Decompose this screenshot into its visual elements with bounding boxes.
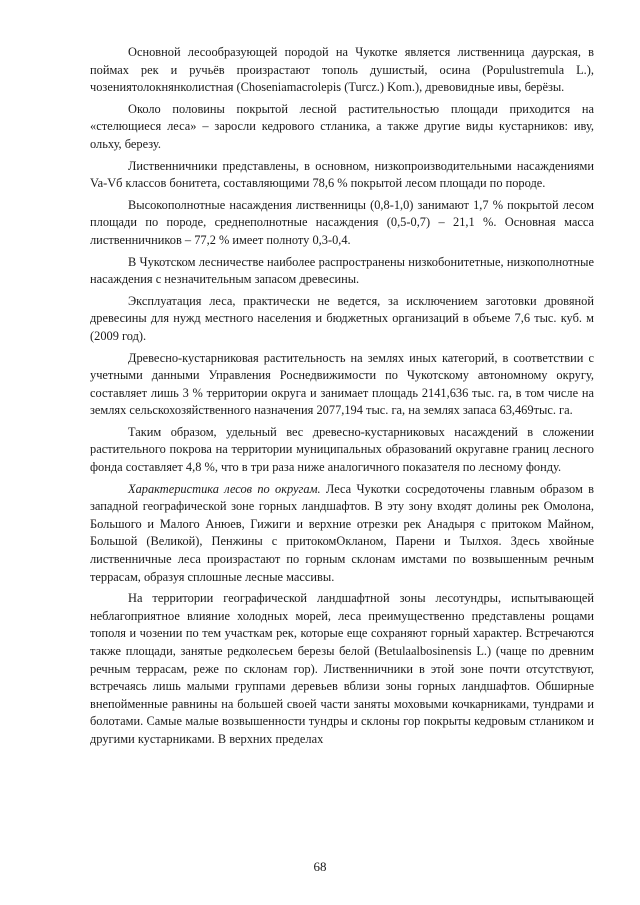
body-text [90, 44, 594, 749]
paragraph-3: Лиственничники представлены, в основном, низкопроизводительными насаждениями Va-Vб классов бонитета, составляющими 78,6 % покрытой лесом площади по породе. [90, 158, 594, 191]
page-number: 68 [313, 859, 327, 874]
section-heading-italic: Характеристика лесов по округам. [128, 481, 321, 496]
paragraph-6: Эксплуатация леса, практически не ведется, за исключением заготовки дровяной древесины для нужд местного населения и бюджетных организаций в объеме 7,6 тыс. куб. м (2009 год). [90, 293, 594, 343]
paragraph-9: Характеристика лесов по округам. Леса Чукотки сосредоточены главным образом в западной географической зоне горных ландшафтов. В эту зону входят долины рек Омолона, Большого и Малого Анюев, Гижиги и верхние отрезки рек Анадыря с притоком Майном, Большой (Великой), Пенжины с притокомОкланом, Парени и Тылхоя. Здесь хвойные лиственничные леса произрастают по горным склонам имстами по возвышенным речным террасам, образуя сплошные лесные массивы. [90, 481, 594, 584]
paragraph-2: Около половины покрытой лесной растительностью площади приходится на «стелющиеся леса» – заросли кедрового стланика, а также другие виды кустарников: иву, ольху, березу. [90, 101, 594, 151]
paragraph-1: Основной лесообразующей породой на Чукотке является лиственница даурская, в поймах рек и ручьёв произрастают тополь душистый, осина (Populustremula L.), чозениятолокнянколистная (Choseniamacrolepis (Turcz.) Kom.), древовидные ивы, берёзы. [90, 45, 594, 95]
paragraph-8: Таким образом, удельный вес древесно-кустарниковых насаждений в сложении растительного покрова на территории муниципальных образований округавне границ лесного фонда составляет 4,8 %, что в три раза ниже аналогичного показателя по лесному фонду. [90, 424, 594, 475]
paragraph-7: Древесно-кустарниковая растительность на землях иных категорий, в соответствии с учетными данными Управления Роснедвижимости по Чукотскому автономному округу, составляет лишь 3 % территории округа и занимает площадь 2141,636 тыс. га, в том числе на землях сельскохозяйственного назначения 2077,194 тыс. га, на землях запаса 63,469тыс. га. [90, 350, 594, 418]
paragraph-5: В Чукотском лесничестве наиболее распространены низкобонитетные, низкополнотные насаждения с незначительным запасом древесины. [90, 254, 594, 287]
paragraph-4: Высокополнотные насаждения лиственницы (0,8-1,0) занимают 1,7 % покрытой лесом площади по породе, среднеполнотные насаждения (0,5-0,7) – 21,1 %. Основная масса лиственничников – 77,2 % имеет полноту 0,3-0,4. [90, 197, 594, 247]
paragraph-10: На территории географической ландшафтной зоны лесотундры, испытывающей неблагоприятное влияние холодных морей, леса преимущественно представлены рощами тополя и чозении по тем участкам рек, которые еще сохраняют горный характер. Встречаются также площади, занятые редколесьем березы белой (Betulaalbosinensis L.) (чаще по древним речным террасам, реже по склонам гор). Лиственничники в этой зоне почти отсутствуют, встречаясь лишь малыми группами деревьев вблизи зоны горных ландшафтов. Обширные внепойменные равнины на большей своей части заняты моховыми кочкарниками, тундрами и болотами. Самые малые возвышенности тундры и склоны гор покрыты кедровым стлаником и другими кустарниками. В верхних пределах [90, 591, 594, 746]
